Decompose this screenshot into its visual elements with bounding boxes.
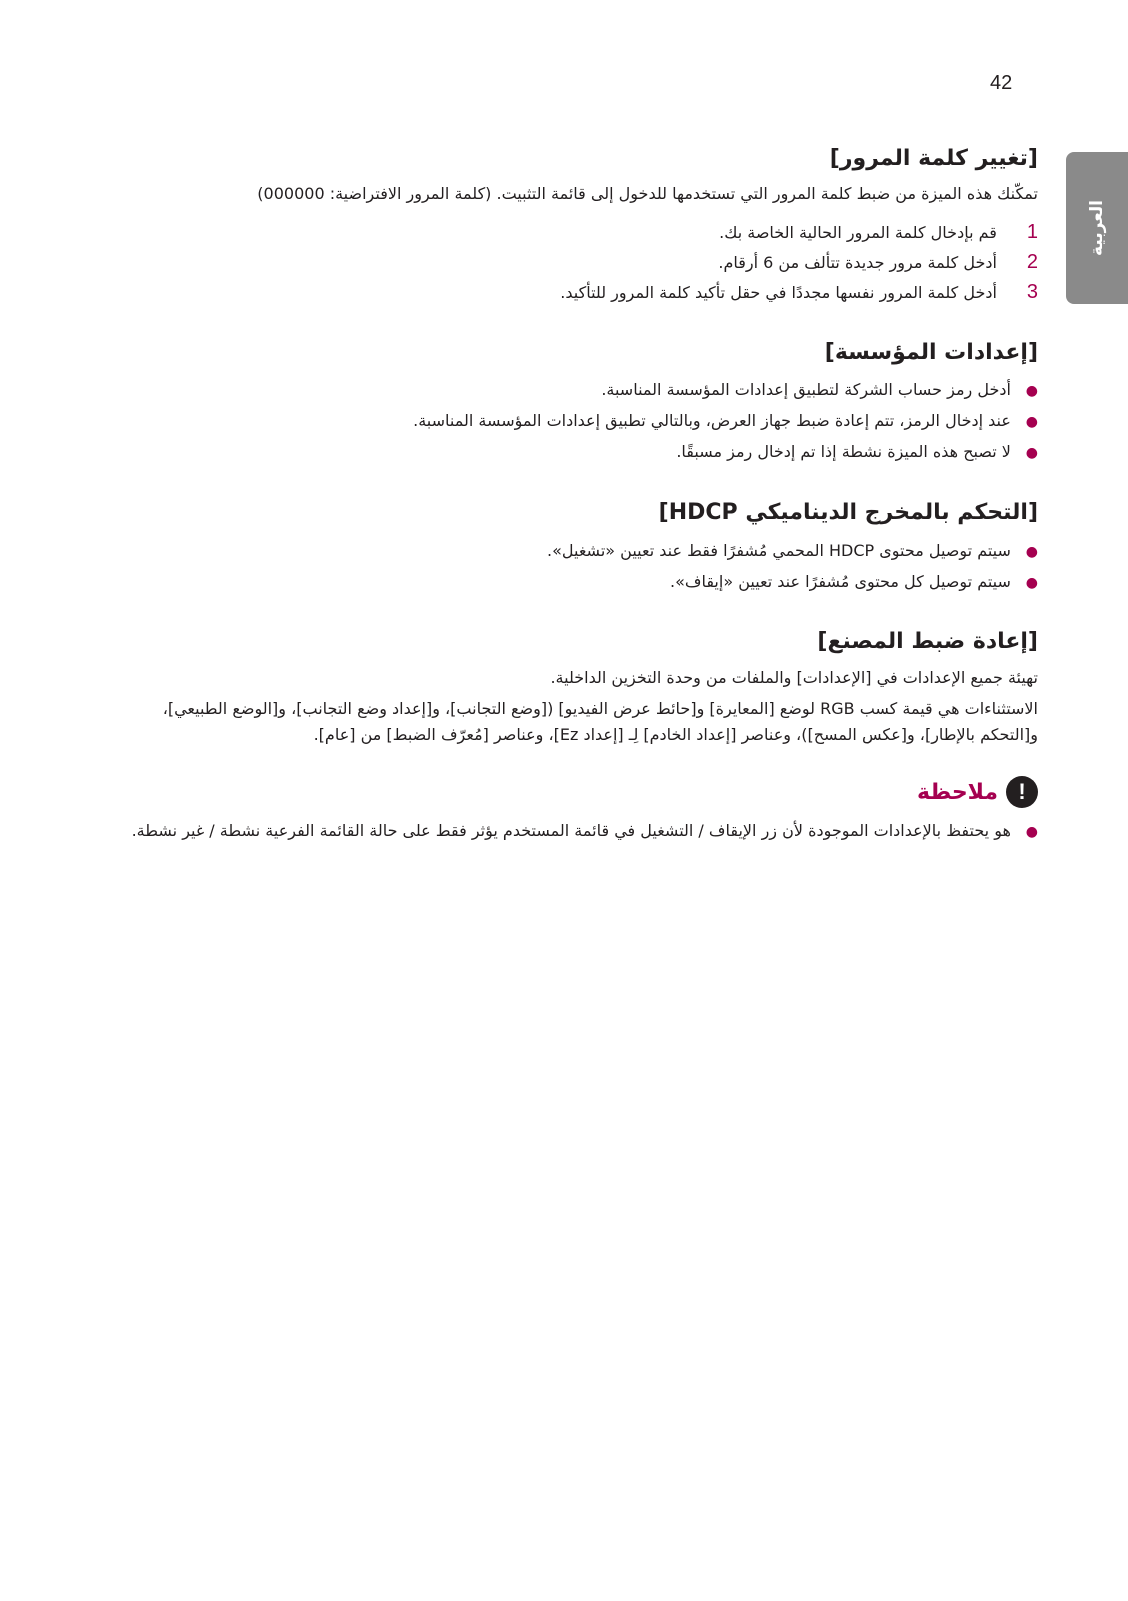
page-content <box>78 0 1038 900</box>
bullet-text: عند إدخال الرمز، تتم إعادة ضبط جهاز العرض، وبالتالي تطبيق إعدادات المؤسسة المناسبة. <box>413 411 1011 430</box>
step-number: 3 <box>1026 281 1038 303</box>
password-step-2 <box>718 251 1038 274</box>
step-text: أدخل كلمة المرور نفسها مجددًا في حقل تأكيد كلمة المرور للتأكيد. <box>560 283 997 302</box>
step-number: 1 <box>1026 221 1038 243</box>
password-section-title: [تغيير كلمة المرور] <box>829 146 1038 171</box>
bullet-text: هو يحتفظ بالإعدادات الموجودة لأن زر الإيقاف / التشغيل في قائمة المستخدم يؤثر فقط على حالة القائمة الفرعية نشطة / غير نشطة. <box>131 821 1011 840</box>
bullet-icon: ● <box>1025 445 1038 461</box>
hdcp-bullet-1 <box>547 540 1038 563</box>
exclamation-icon: ! <box>1006 776 1038 808</box>
bullet-icon: ● <box>1025 544 1038 560</box>
factory-reset-line-1: تهيئة جميع الإعدادات في [الإعدادات] والملفات من وحدة التخزين الداخلية. <box>550 668 1038 687</box>
note-bullet <box>132 820 1038 843</box>
bullet-icon: ● <box>1025 824 1038 840</box>
enterprise-bullet-1 <box>601 379 1038 402</box>
note-title: ملاحظة <box>917 779 998 805</box>
password-step-1 <box>719 221 1038 244</box>
bullet-text: سيتم توصيل محتوى HDCP المحمي مُشفرًا فقط عند تعيين «تشغيل». <box>547 541 1011 560</box>
factory-reset-line-3: و[التحكم بالإطار]، و[عكس المسح])، وعناصر [إعداد الخادم] لِـ [إعداد Ez]، وعناصر [مُعرّف الضبط] من [عام]. <box>313 725 1038 744</box>
enterprise-bullet-2 <box>413 410 1038 433</box>
language-tab-label: العربية <box>1087 199 1107 257</box>
step-text: قم بإدخال كلمة المرور الحالية الخاصة بك. <box>719 223 997 242</box>
bullet-text: سيتم توصيل كل محتوى مُشفرًا عند تعيين «إيقاف». <box>669 572 1011 591</box>
bullet-icon: ● <box>1025 575 1038 591</box>
factory-reset-section-title: [إعادة ضبط المصنع] <box>817 629 1038 654</box>
password-step-3 <box>560 281 1038 304</box>
bullet-icon: ● <box>1025 414 1038 430</box>
step-number: 2 <box>1026 251 1038 273</box>
step-text: أدخل كلمة مرور جديدة تتألف من 6 أرقام. <box>718 253 997 272</box>
password-intro: تمكّنك هذه الميزة من ضبط كلمة المرور التي تستخدمها للدخول إلى قائمة التثبيت. (كلمة المرور الافتراضية: 000000) <box>257 184 1038 203</box>
note-heading <box>917 776 1038 808</box>
enterprise-bullet-3 <box>676 441 1038 464</box>
enterprise-section-title: [إعدادات المؤسسة] <box>824 340 1038 365</box>
hdcp-section-title: [التحكم بالمخرج الديناميكي HDCP] <box>658 500 1038 525</box>
bullet-text: لا تصبح هذه الميزة نشطة إذا تم إدخال رمز مسبقًا. <box>676 442 1011 461</box>
language-tab <box>1066 152 1128 304</box>
page-number: 42 <box>990 72 1013 94</box>
hdcp-bullet-2 <box>670 571 1038 594</box>
bullet-text: أدخل رمز حساب الشركة لتطبيق إعدادات المؤسسة المناسبة. <box>601 380 1011 399</box>
bullet-icon: ● <box>1025 383 1038 399</box>
factory-reset-line-2: الاستثناءات هي قيمة كسب RGB لوضع [المعايرة] و[حائط عرض الفيديو] ([وضع التجانب]، و[إعداد وضع التجانب]، و[الوضع الطبيعي]، <box>162 699 1038 718</box>
